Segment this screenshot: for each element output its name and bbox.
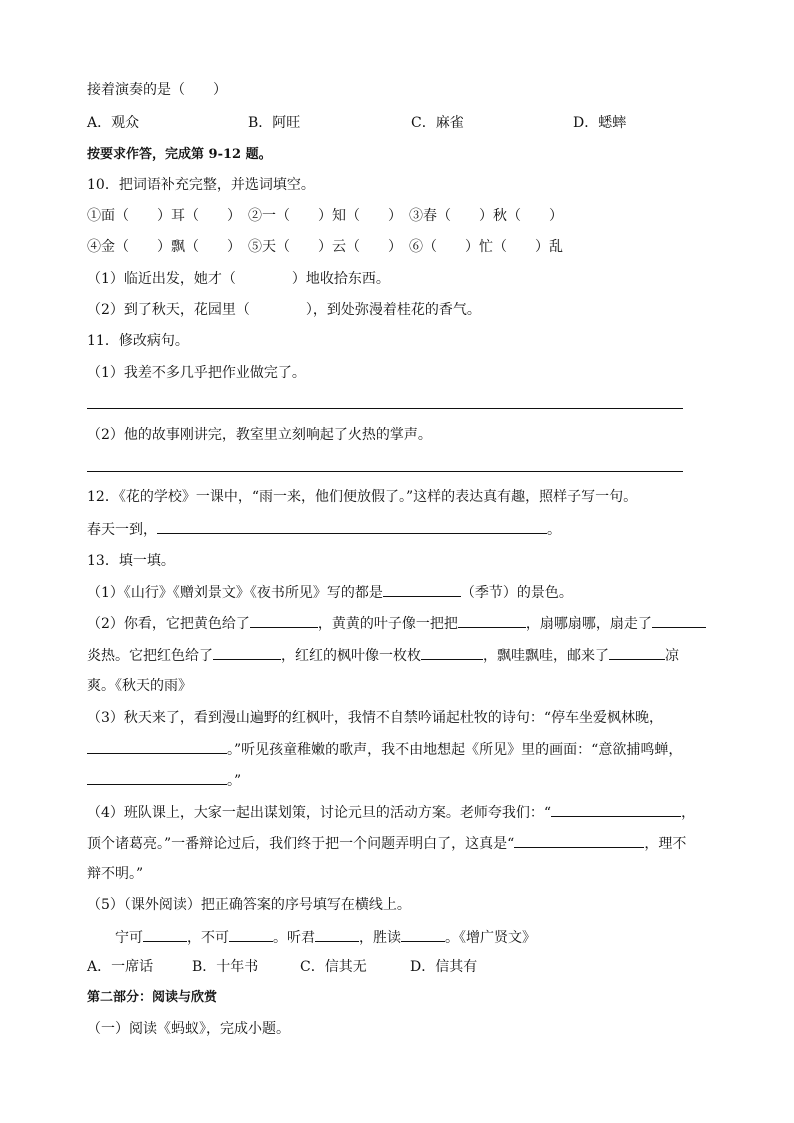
- q13-p2-blank-3[interactable]: [652, 613, 706, 628]
- q13-p5-option-a[interactable]: A．一席话: [87, 959, 154, 975]
- q11-sentence-1: （1）我差不多几乎把作业做完了。: [87, 365, 306, 381]
- section-heading-9-12: 按要求作答，完成第 9-12 题。: [87, 147, 272, 162]
- q13-p4-end: 辩不明。”: [87, 866, 144, 882]
- q10-words-row2: ④金（ ）飘（ ） ⑤天（ ）云（ ） ⑥（ ）忙（ ）乱: [87, 239, 563, 255]
- q13-part3-line1: （3）秋天来了，看到漫山遍野的红枫叶，我情不自禁吟诵起杜牧的诗句：“停车坐爱枫林晚，: [87, 710, 664, 726]
- q13-p5-text-1: 宁可: [115, 930, 143, 946]
- q13-p5-text-4: ，胜读: [359, 930, 401, 946]
- q13-part5-fill: [115, 927, 536, 948]
- q13-p5-text-2: ，不可: [187, 930, 229, 946]
- q13-p5-blank-4[interactable]: [401, 927, 445, 942]
- q13-p2-text-f: ，飘哇飘哇，邮来了: [483, 648, 609, 664]
- q13-part3-line3: [87, 770, 241, 791]
- q13-p4-text-c: 顶个诸葛亮。”一番辩论过后，我们终于把一个问题弄明白了，这真是“: [87, 836, 515, 852]
- q9-option-a[interactable]: A．观众: [87, 115, 140, 131]
- q13-p2-source: 爽。《秋天的雨》: [87, 678, 192, 694]
- q10-sentence-2: （2）到了秋天，花园里（ ），到处弥漫着桂花的香气。: [87, 302, 481, 318]
- q11-answer-line-1[interactable]: [87, 408, 683, 409]
- q11-title: 11．修改病句。: [87, 333, 189, 349]
- q10-words-row1: ①面（ ）耳（ ） ②一（ ）知（ ） ③春（ ）秋（ ）: [87, 208, 563, 224]
- q9-option-c[interactable]: C．麻雀: [411, 115, 464, 131]
- q13-p5-text-5: 。《增广贤文》: [445, 930, 536, 946]
- q13-p2-text-d: 炎热。它把红色给了: [87, 648, 213, 664]
- q12-blank[interactable]: [157, 519, 547, 534]
- q13-p2-blank-1[interactable]: [250, 613, 318, 628]
- q13-part5-title: （5）（课外阅读）把正确答案的序号填写在横线上。: [87, 897, 411, 913]
- q13-part2-line2: [87, 645, 679, 666]
- q13-p5-option-c[interactable]: C．信其无: [300, 959, 367, 975]
- q13-p5-blank-3[interactable]: [315, 927, 359, 942]
- q12-answer-row: [87, 519, 561, 540]
- q13-p5-text-3: 。听君: [273, 930, 315, 946]
- q13-part4-line1: [87, 802, 695, 823]
- q13-p4-blank-1[interactable]: [551, 802, 681, 817]
- q13-p1-text-b: （季节）的景色。: [460, 585, 573, 601]
- q11-answer-line-2[interactable]: [87, 471, 683, 472]
- q12-prefix: 春天一到，: [87, 522, 157, 538]
- q13-p2-blank-5[interactable]: [421, 645, 483, 660]
- q11-sentence-2: （2）他的故事刚讲完，教室里立刻响起了火热的掌声。: [87, 427, 432, 443]
- q13-p2-blank-6[interactable]: [609, 645, 665, 660]
- q13-p4-text-d: ，理不: [644, 836, 687, 852]
- q10-title: 10．把词语补充完整，并选词填空。: [87, 177, 315, 193]
- q13-p5-blank-1[interactable]: [143, 927, 187, 942]
- q13-part4-line2: [87, 833, 686, 854]
- q12-end: 。: [547, 522, 561, 538]
- q13-p2-text-e: ，红红的枫叶像一枚枚: [281, 648, 421, 664]
- q13-p2-blank-2[interactable]: [458, 613, 526, 628]
- q13-p3-text-c: 。”: [227, 773, 242, 789]
- q13-p2-blank-4[interactable]: [213, 645, 281, 660]
- q13-p4-text-a: （4）班队课上，大家一起出谋划策，讨论元旦的活动方案。老师夸我们：“: [87, 805, 552, 821]
- q13-p1-blank[interactable]: [383, 582, 461, 597]
- q13-p4-text-b: ，: [681, 805, 696, 821]
- q13-p5-blank-2[interactable]: [229, 927, 273, 942]
- q13-p2-text-g: 凉: [665, 648, 679, 664]
- q12-prompt: 12．《花的学校》一课中，“雨一来，他们便放假了。”这样的表达真有趣，照样子写一句。: [87, 489, 638, 505]
- q13-title: 13．填一填。: [87, 553, 175, 569]
- q13-p3-text-b: 。”听见孩童稚嫩的歌声，我不由地想起《所见》里的画面：“意欲捕鸣蝉，: [227, 742, 683, 758]
- q13-p5-option-b[interactable]: B．十年书: [192, 959, 259, 975]
- q13-p2-text-b: ，黄黄的叶子像一把把: [317, 616, 458, 632]
- q13-p4-blank-2[interactable]: [514, 833, 644, 848]
- part2-heading: 第二部分：阅读与欣赏: [87, 990, 218, 1005]
- q9-stem: 接着演奏的是（ ）: [87, 82, 227, 98]
- q13-p3-blank-1[interactable]: [87, 739, 227, 754]
- q13-p1-text-a: （1）《山行》《赠刘景文》《夜书所见》写的都是: [87, 585, 383, 601]
- q13-p5-option-d[interactable]: D．信其有: [410, 959, 478, 975]
- q13-p2-text-c: ，扇哪扇哪，扇走了: [525, 616, 652, 632]
- q13-part3-line2: [87, 739, 682, 760]
- q9-option-b[interactable]: B．阿旺: [248, 115, 301, 131]
- q13-part1: [87, 582, 573, 603]
- q13-p2-text-a: （2）你看，它把黄色给了: [87, 616, 250, 632]
- q13-p3-blank-2[interactable]: [87, 770, 227, 785]
- q10-sentence-1: （1）临近出发，她才（ ）地收拾东西。: [87, 271, 390, 287]
- q13-part2-line1: [87, 613, 706, 634]
- reading-intro: （一）阅读《蚂蚁》，完成小题。: [87, 1021, 290, 1037]
- q9-option-d[interactable]: D．蟋蟀: [573, 115, 627, 131]
